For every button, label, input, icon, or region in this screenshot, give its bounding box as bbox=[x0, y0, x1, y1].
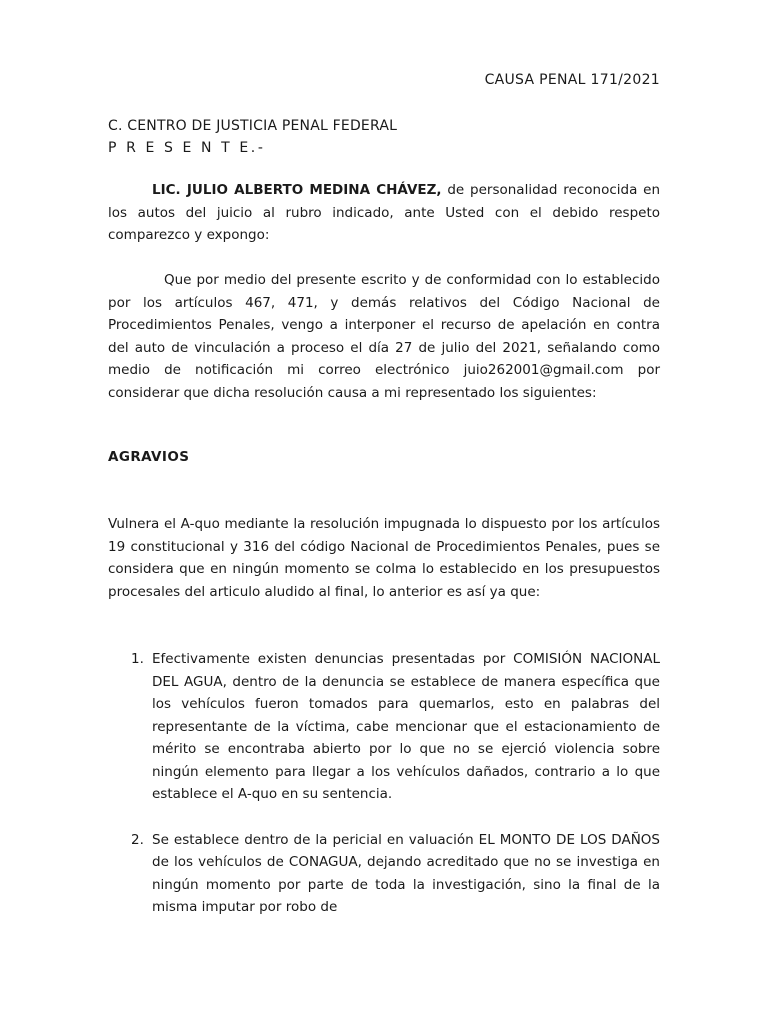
list-item-number: 2. bbox=[131, 831, 144, 848]
lawyer-name: LIC. JULIO ALBERTO MEDINA CHÁVEZ, bbox=[152, 182, 442, 198]
addressee-block bbox=[108, 115, 397, 159]
section-heading-agravios: AGRAVIOS bbox=[108, 449, 190, 465]
intro-text: de personalidad reconocida en los autos del juicio al rubro indicado, ante Usted con el debido respeto comparezco y expongo: bbox=[108, 182, 661, 243]
list-item bbox=[108, 829, 660, 919]
list-item-text: Se establece dentro de la pericial en valuación EL MONTO DE LOS DAÑOS de los vehículos de CONAGUA, dejando acreditado que no se investiga en ningún momento por parte de toda la investigación, sino la final de la misma imputar por robo de bbox=[152, 831, 660, 915]
case-number: CAUSA PENAL 171/2021 bbox=[484, 72, 660, 88]
agravios-list bbox=[108, 648, 660, 919]
list-item-text: Efectivamente existen denuncias presentadas por COMISIÓN NACIONAL DEL AGUA, dentro de la denuncia se establece de manera específica que los vehículos fueron tomados para quemarlos, esto en palabras del representante de la víctima, cabe mencionar que el estacionamiento de mérito se encontraba abierto por lo que no se ejerció violencia sobre ningún elemento para llegar a los vehículos dañados, contrario a lo que establece el A-quo en su sentencia. bbox=[152, 651, 660, 802]
list-item-number: 1. bbox=[131, 651, 144, 667]
list-item bbox=[108, 648, 660, 806]
intro-paragraph bbox=[108, 179, 660, 247]
petition-paragraph: Que por medio del presente escrito y de conformidad con lo establecido por los artículos 467, 471, y demás relativos del Código Nacional de Procedimientos Penales, vengo a interponer el recurso de apelación en contra del auto de vinculación a proceso el día 27 de julio del 2021, señalando como medio de notificación mi correo electrónico juio262001@gmail.com por considerar que dicha resolución causa a mi representado los siguientes: bbox=[108, 272, 660, 401]
addressee-court: C. CENTRO DE JUSTICIA PENAL FEDERAL bbox=[108, 118, 398, 134]
agravios-intro-paragraph: Vulnera el A-quo mediante la resolución impugnada lo dispuesto por los artículos 19 constitucional y 316 del código Nacional de Procedimientos Penales, pues se considera que en ningún momento se colma lo establecido en los presupuestos procesales del articulo aludido al final, lo anterior es así ya que: bbox=[108, 516, 660, 600]
addressee-presente: P R E S E N T E.- bbox=[108, 140, 266, 156]
